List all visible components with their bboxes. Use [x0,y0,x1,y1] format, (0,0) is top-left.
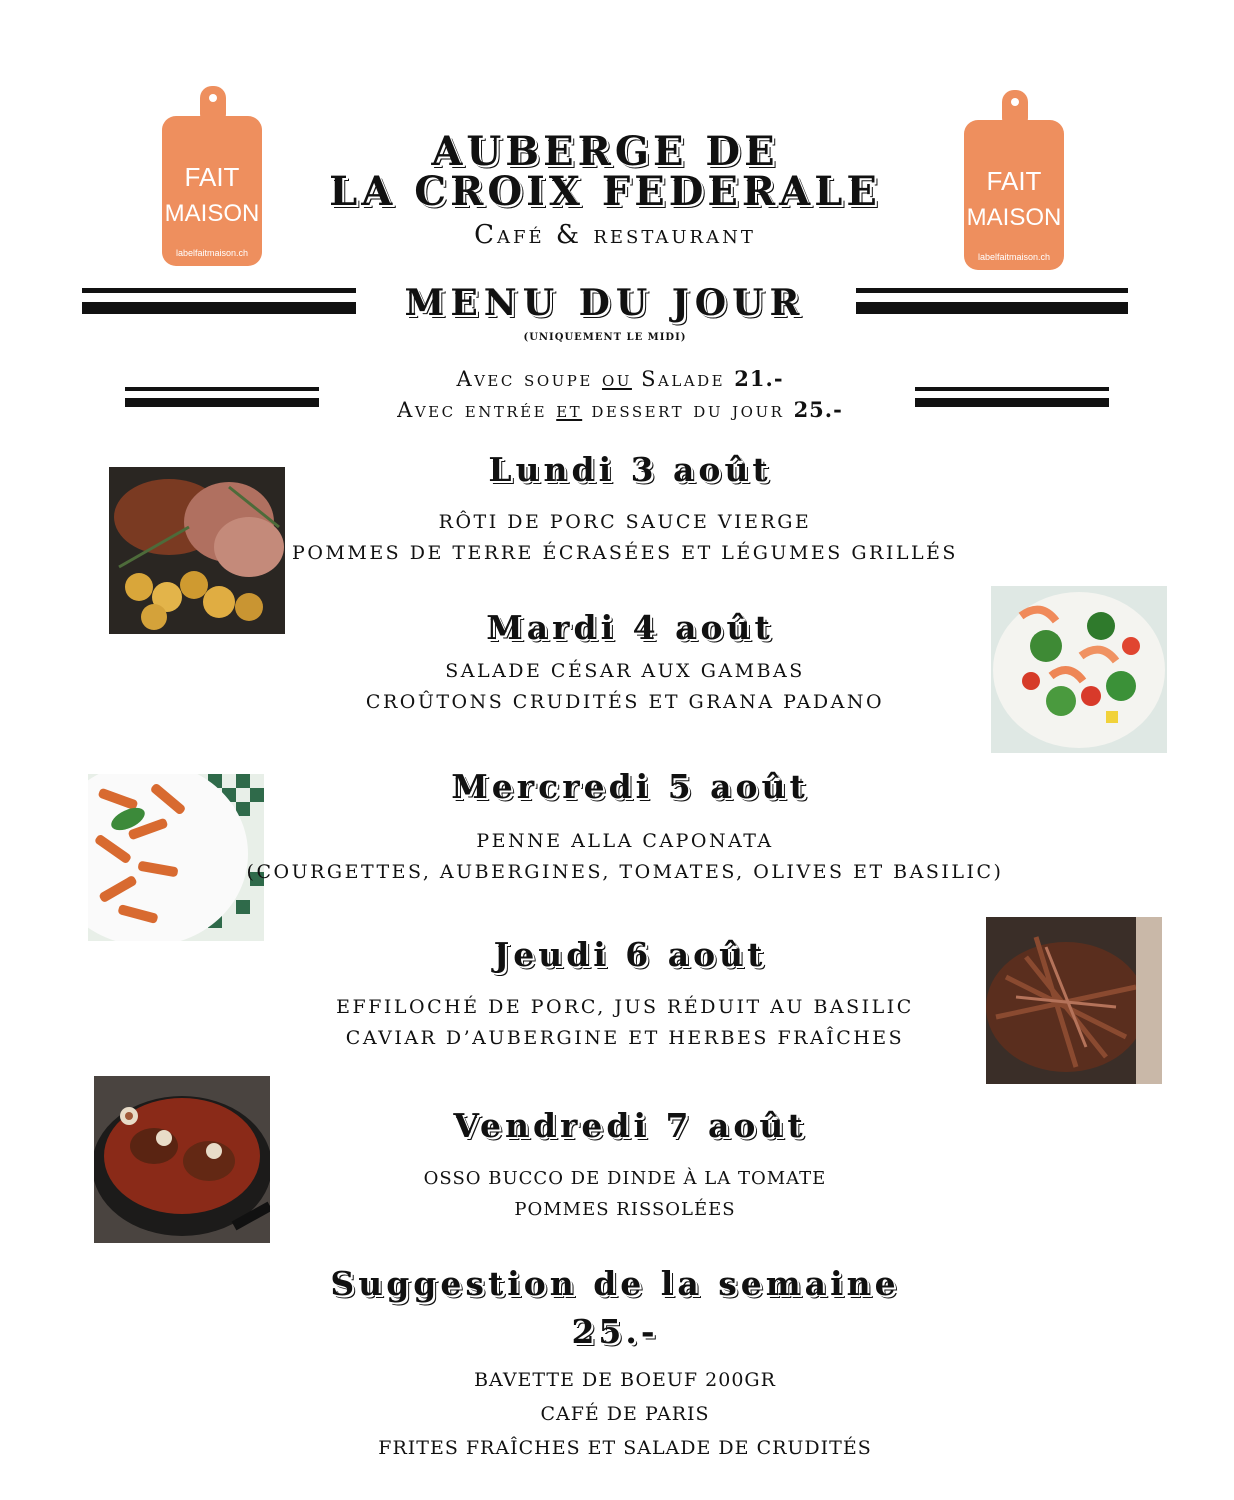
price-divider-left-bottom [125,398,319,407]
restaurant-title-line1: AUBERGE DE [431,128,779,175]
menu-note: (UNIQUEMENT LE MIDI) [523,332,687,343]
dish-thursday-line2: CAVIAR D’AUBERGINE ET HERBES FRAÎCHES [345,1027,905,1049]
restaurant-subtitle: Café & restaurant [474,220,756,250]
suggestion-title: Suggestion de la semaine [330,1264,900,1303]
logo-url: labelfaitmaison.ch [175,248,249,258]
dish-friday-line1: OSSO BUCCO DE DINDE À LA TOMATE [423,1168,827,1189]
logo-word1: FAIT [986,166,1042,196]
divider-left-bottom [82,302,356,314]
day-title-tuesday: Mardi 4 août [486,608,774,647]
divider-right-bottom [856,302,1128,314]
dish-thursday-line1: EFFILOCHÉ DE PORC, JUS RÉDUIT AU BASILIC [336,996,914,1018]
dish-monday-line1: RÔTI DE PORC SAUCE VIERGE [438,511,812,533]
dish-tuesday-line1: SALADE CÉSAR AUX GAMBAS [445,660,805,682]
suggestion-line1: BAVETTE DE BOEUF 200GR [474,1369,776,1391]
fait-maison-logo-right [962,90,1066,272]
menu-title: MENU DU JOUR [404,282,806,324]
price-starter-dessert: Avec entrée et dessert du jour 25.- [397,397,843,422]
logo-word2: MAISON [164,200,260,227]
logo-word2: MAISON [966,204,1062,231]
dish-friday-line2: POMMES RISSOLÉES [514,1199,736,1220]
dish-tuesday-line2: CROÛTONS CRUDITÉS ET GRANA PADANO [365,691,885,713]
day-title-wednesday: Mercredi 5 août [451,767,809,806]
dish-wednesday-line1: PENNE ALLA CAPONATA [476,830,774,852]
day-title-monday: Lundi 3 août [488,450,772,489]
price-divider-right-bottom [915,398,1109,407]
price-soup-salad: Avec soupe ou Salade 21.- [456,366,784,391]
divider-left-top [82,288,356,293]
suggestion-line3: FRITES FRAÎCHES ET SALADE DE CRUDITÉS [378,1437,872,1459]
suggestion-line2: CAFÉ DE PARIS [540,1403,710,1425]
dish-monday-line2: POMMES DE TERRE ÉCRASÉES ET LÉGUMES GRILLÉS [292,542,958,564]
dish-wednesday-line2: (COURGETTES, AUBERGINES, TOMATES, OLIVES ET BASILIC) [246,861,1004,883]
day-title-friday: Vendredi 7 août [453,1106,807,1145]
price-divider-left-top [125,387,319,391]
price-divider-right-top [915,387,1109,391]
divider-right-top [856,288,1128,293]
day-title-thursday: Jeudi 6 août [493,935,767,974]
fait-maison-logo-left [160,86,264,268]
suggestion-price: 25.- [571,1312,659,1351]
logo-url: labelfaitmaison.ch [977,252,1051,262]
logo-word1: FAIT [184,162,240,192]
restaurant-title-line2: LA CROIX FEDERALE [329,168,881,215]
